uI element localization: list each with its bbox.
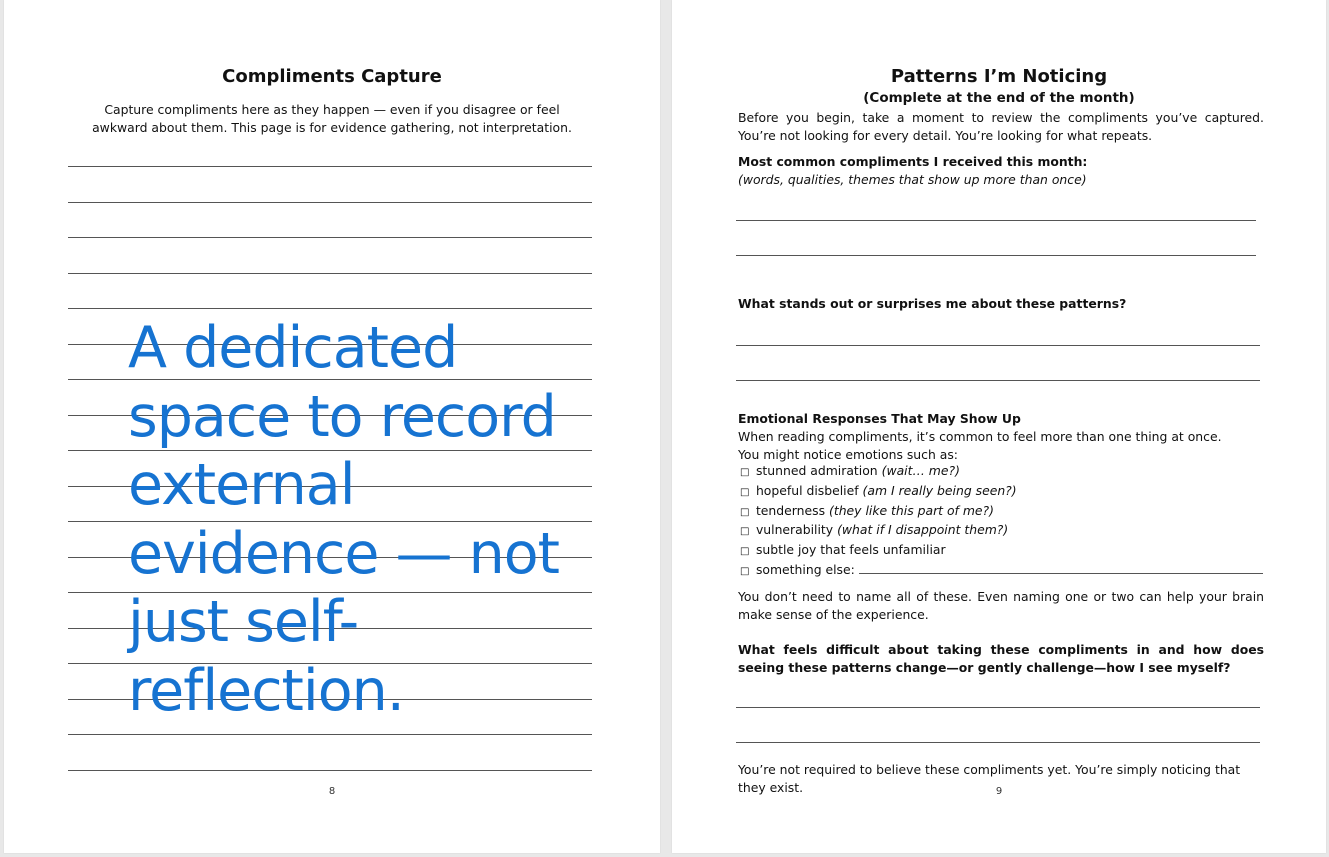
- page-left: [4, 0, 660, 853]
- emotions-intro: You might notice emotions such as:: [738, 447, 958, 462]
- checkbox-icon[interactable]: □: [740, 546, 750, 558]
- naming-note: You don’t need to name all of these. Even naming one or two can help your brain make sense of the experience.: [738, 589, 1264, 622]
- emotion-item: [740, 482, 1266, 502]
- page-intro: Capture compliments here as they happen — even if you disagree or feel awkward about them. This page is for evidence gathering, not interpretation.: [92, 102, 572, 135]
- emotions-intro: When reading compliments, it’s common to feel more than one thing at once.: [738, 429, 1222, 444]
- emotion-note: (they like this part of me?): [829, 502, 994, 518]
- emotion-label: subtle joy that feels unfamiliar: [755, 542, 946, 558]
- answer-line: [736, 255, 1256, 256]
- closing-note: You’re not required to believe these compliments yet. You’re simply noticing that they exist.: [738, 762, 1241, 795]
- checkbox-icon[interactable]: □: [740, 467, 750, 478]
- writing-line: [68, 308, 592, 309]
- emotion-note: (am I really being seen?): [862, 482, 1017, 498]
- writing-line: [68, 237, 592, 238]
- emotion-label: vulnerability: [755, 522, 834, 538]
- answer-line: [736, 380, 1260, 381]
- fill-in-line[interactable]: [859, 563, 1263, 574]
- page-right: [672, 0, 1326, 853]
- emotion-label: tenderness: [755, 502, 826, 518]
- answer-line: [736, 742, 1260, 743]
- writing-line: [68, 770, 592, 771]
- emotion-item: [740, 541, 1266, 561]
- question-hint: (words, qualities, themes that show up more than once): [738, 172, 1087, 187]
- checkbox-icon[interactable]: □: [740, 506, 750, 518]
- writing-line: [68, 202, 592, 203]
- checkbox-icon[interactable]: □: [740, 486, 750, 498]
- question-heading-common-compliments: Most common compliments I received this month:: [738, 154, 1088, 169]
- emotion-label: stunned admiration: [755, 463, 878, 478]
- emotion-label: hopeful disbelief: [755, 482, 859, 498]
- emotion-item: [740, 502, 1266, 522]
- writing-line: [68, 166, 592, 167]
- question-heading-stands-out: What stands out or surprises me about these patterns?: [738, 296, 1127, 311]
- page-number: 8: [328, 786, 336, 797]
- writing-line: [68, 273, 592, 274]
- answer-line: [736, 345, 1260, 346]
- emotions-heading: Emotional Responses That May Show Up: [738, 411, 1021, 426]
- emotion-note: (wait… me?): [881, 463, 960, 478]
- page-number: 9: [995, 786, 1003, 797]
- page-subtitle: (Complete at the end of the month): [863, 90, 1135, 106]
- page-intro: Before you begin, take a moment to review the compliments you’ve captured. You’re not looking for every detail. You’re looking for what repeats.: [738, 110, 1264, 143]
- checkbox-icon[interactable]: □: [740, 565, 750, 577]
- writing-line: [68, 734, 592, 735]
- page-title: Patterns I’m Noticing: [890, 66, 1108, 87]
- checkbox-icon[interactable]: □: [740, 526, 750, 538]
- emotions-checklist: [740, 462, 1266, 581]
- emotion-item: [740, 462, 1266, 482]
- page-title: Compliments Capture: [222, 66, 442, 87]
- emotion-label: something else:: [755, 561, 855, 577]
- emotion-item: [740, 561, 1266, 581]
- answer-line: [736, 707, 1260, 708]
- answer-line: [736, 220, 1256, 221]
- question-heading-difficult: What feels difficult about taking these compliments in and how does seeing these patterns change—or gently challenge—how I see myself?: [738, 642, 1264, 675]
- overlay-callout-text: A dedicated space to record external evidence — not just self-reflection.: [128, 315, 560, 724]
- emotion-item: [740, 521, 1266, 541]
- emotion-note: (what if I disappoint them?): [837, 522, 1009, 538]
